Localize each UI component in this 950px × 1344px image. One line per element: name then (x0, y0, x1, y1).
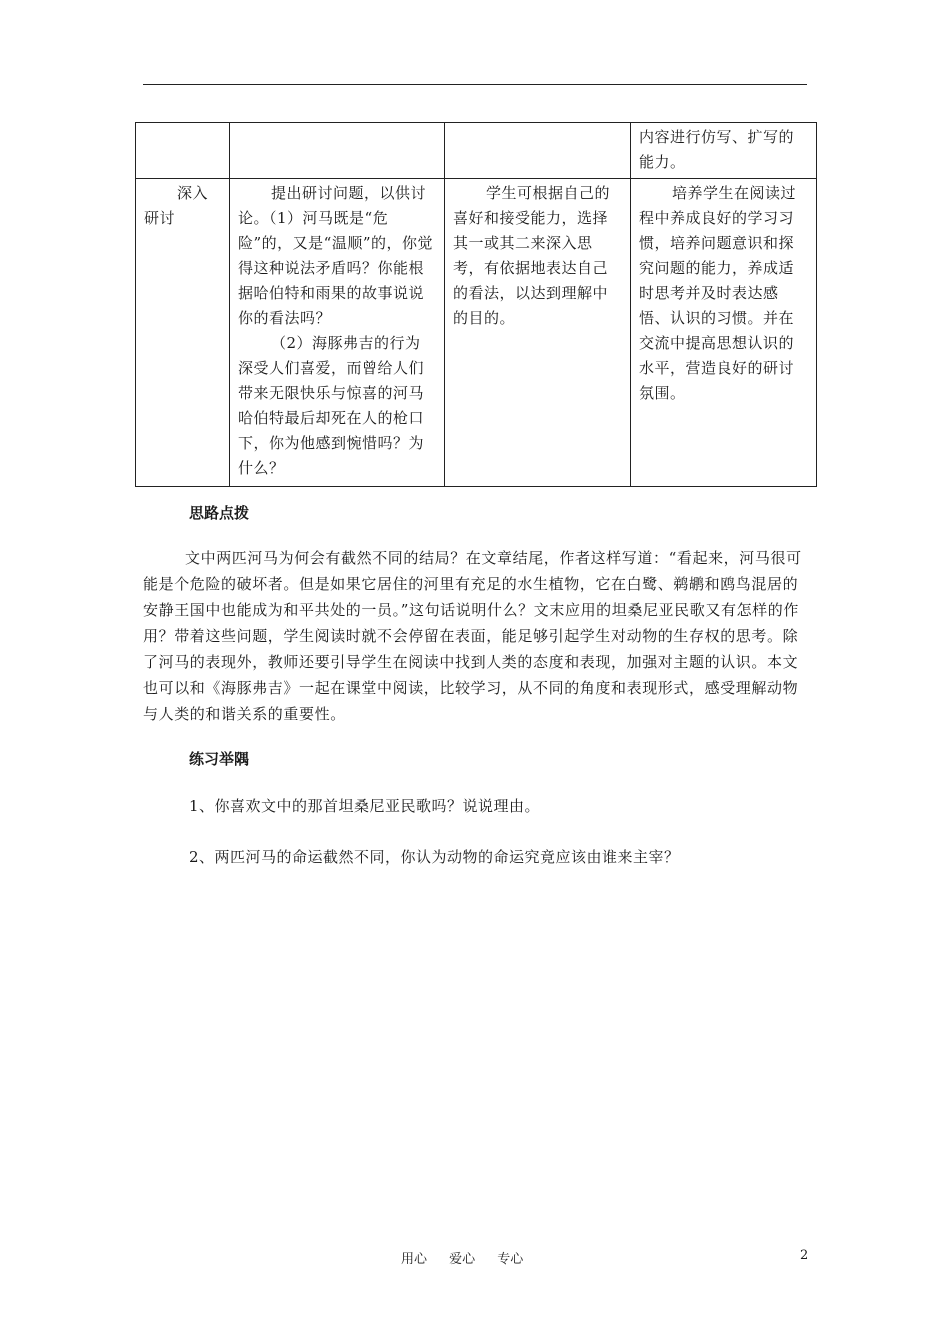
table-row-continued (136, 123, 817, 179)
footer-motto: 用心 爱心 专心 (401, 1252, 524, 1267)
cell-stage (136, 179, 230, 487)
cell-goal-continued (631, 123, 817, 179)
stage-label: 深入研讨 (144, 184, 209, 227)
header-rule (143, 84, 807, 85)
cell-design-goal (631, 179, 817, 487)
silu-paragraph-text: 文中两匹河马为何会有截然不同的结局？在文章结尾，作者这样写道：“看起来，河马很可能是个危险的破坏者。但是如果它居住的河里有充足的水生植物，它在白鹭、鹈鹕和鸥鸟混居的安静王国中也能成为和平共处的一员。”这句话说明什么？文末应用的坦桑尼亚民歌又有怎样的作用？带着这些问题，学生阅读时就不会停留在表面，能足够引起学生对动物的生存权的思考。除了河马的表现外，教师还要引导学生在阅读中找到人类的态度和表现，加强对主题的认识。本文也可以和《海豚弗吉》一起在课堂中阅读，比较学习，从不同的角度和表现形式，感受理解动物与人类的和谐关系的重要性。 (143, 549, 802, 723)
cell-student-empty (445, 123, 631, 179)
student-activity-text: 学生可根据自己的喜好和接受能力，选择其一或其二来深入思考，有依据地表达自己的看法，以达到理解中的目的。 (453, 184, 611, 327)
practice-question-2: 2、两匹河马的命运截然不同，你认为动物的命运究竟应该由谁来主宰？ (189, 848, 680, 866)
practice-question-1: 1、你喜欢文中的那首坦桑尼亚民歌吗？说说理由。 (189, 797, 541, 815)
section-title-silu: 思路点拨 (189, 504, 250, 522)
silu-paragraph (143, 545, 808, 727)
teacher-question-1: （1）河马既是“危险”的，又是“温顺”的，你觉得这种说法矛盾吗？你能根据哈伯特和雨果的故事说说你的看法吗？ (238, 209, 434, 327)
goal-line-2: 能力。 (639, 153, 686, 171)
design-goal-text: 培养学生在阅读过程中养成良好的学习习惯，培养问题意识和探究问题的能力，养成适时思考并及时表达感悟、认识的习惯。并在交流中提高思想认识的水平，营造良好的研讨氛围。 (639, 184, 797, 402)
teacher-intro: 提出研讨问题，以供讨论。（1）河马既是“危险”的，又是“温顺”的，你觉得这种说法矛盾吗？你能根据哈伯特和雨果的故事说说你的看法吗？ (238, 184, 434, 327)
cell-student-activity (445, 179, 631, 487)
goal-line-1: 内容进行仿写、扩写的 (639, 128, 795, 146)
teacher-question-2: （2）海豚弗吉的行为深受人们喜爱，而曾给人们带来无限快乐与惊喜的河马哈伯特最后却死在人的枪口下，你为他感到惋惜吗？为什么？ (238, 334, 425, 477)
cell-teacher-activity (230, 179, 445, 487)
section-title-practice: 练习举隅 (189, 750, 250, 768)
page-number: 2 (800, 1248, 809, 1263)
lesson-table (135, 122, 817, 487)
cell-stage-empty (136, 123, 230, 179)
cell-teacher-empty (230, 123, 445, 179)
table-row-shenru (136, 179, 817, 487)
